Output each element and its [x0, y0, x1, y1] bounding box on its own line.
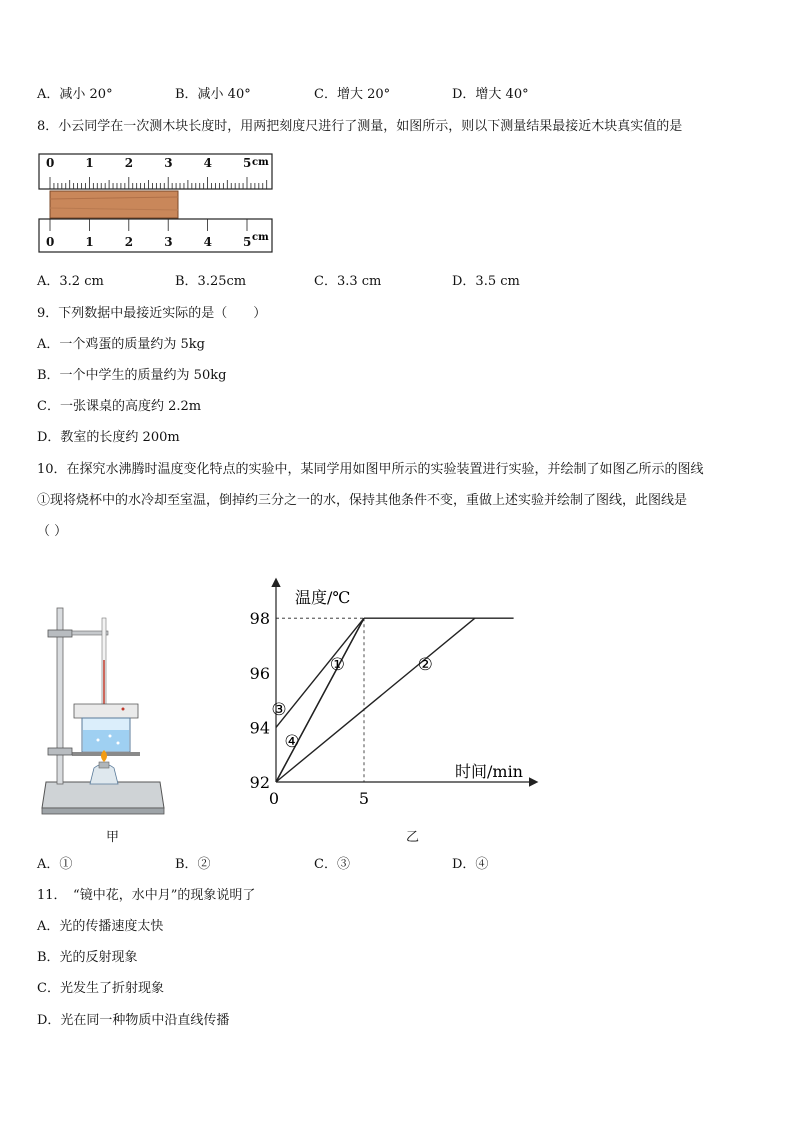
q7-option-b: B．减小 40°	[175, 87, 251, 102]
stand-base-edge	[42, 808, 164, 814]
y-axis-label: 温度/℃	[295, 588, 351, 607]
ring-clamp	[48, 748, 72, 755]
top-ruler-unit: cm	[252, 157, 269, 168]
apparatus-figure	[38, 600, 168, 820]
temperature-chart	[240, 570, 550, 820]
top-ruler-label: 1	[85, 156, 94, 170]
fig-a-caption: 甲	[106, 830, 120, 845]
q10-option-a: A．①	[37, 857, 73, 872]
stand-base	[42, 782, 164, 808]
top-clamp	[48, 630, 72, 637]
q7-options	[37, 83, 757, 101]
q7-option-d: D．增大 40°	[452, 87, 529, 102]
x-tick-label: 0	[268, 789, 280, 808]
ruler-figure	[38, 153, 276, 255]
series-label-3: ③	[271, 699, 287, 720]
top-ruler-label: 4	[203, 156, 212, 170]
q11-option-b: B．光的反射现象	[37, 950, 138, 965]
q10-option-b: B．②	[175, 857, 211, 872]
series-line-4	[276, 618, 364, 782]
bottom-ruler-label: 0	[46, 235, 55, 249]
bottom-ruler-label: 4	[203, 235, 212, 249]
bottom-ruler-label: 3	[164, 235, 173, 249]
q9-option-c: C．一张课桌的高度约 2.2m	[37, 399, 202, 414]
q7-option-c: C．增大 20°	[314, 87, 391, 102]
q10-option-d: D．④	[452, 857, 489, 872]
series-label-4: ④	[284, 732, 300, 753]
q9-option-a: A．一个鸡蛋的质量约为 5kg	[37, 337, 205, 352]
q10-option-c: C．③	[314, 857, 350, 872]
q8-option-b: B．3.25cm	[175, 274, 247, 289]
wood-block	[50, 191, 178, 218]
top-ruler-label: 0	[46, 156, 55, 170]
series-line-2	[276, 618, 475, 782]
top-ruler-label: 3	[164, 156, 173, 170]
x-axis-label: 时间/min	[455, 762, 523, 781]
beaker-water	[83, 730, 129, 751]
q10-stem-line1: 10．在探究水沸腾时温度变化特点的实验中，某同学用如图甲所示的实验装置进行实验，并绘制了如图乙所示的图线	[37, 462, 704, 477]
lamp-cap	[99, 762, 109, 768]
top-ruler-label: 2	[124, 156, 134, 170]
top-ruler-label: 5	[243, 156, 252, 170]
bottom-ruler	[39, 219, 272, 252]
y-tick-label: 98	[249, 609, 270, 629]
bottom-ruler-unit: cm	[252, 232, 269, 243]
q11-stem: 11． “镜中花，水中月”的现象说明了	[37, 888, 256, 903]
fig-b-caption: 乙	[406, 830, 420, 845]
cardboard-lid	[74, 704, 138, 718]
q8-stem: 8．小云同学在一次测木块长度时，用两把刻度尺进行了测量，如图所示，则以下测量结果最接近木块真实值的是	[37, 119, 683, 134]
bubble	[97, 739, 100, 742]
bubble	[109, 735, 112, 738]
q7-option-a: A．减小 20°	[37, 87, 113, 102]
lid-hole	[122, 708, 125, 711]
q9-option-d: D．教室的长度约 200m	[37, 430, 180, 445]
x-tick-label: 5	[358, 789, 370, 808]
y-tick-label: 96	[249, 663, 270, 683]
series-label-1: ①	[329, 655, 345, 676]
q10-options	[37, 853, 757, 871]
q9-stem: 9．下列数据中最接近实际的是（ ）	[37, 306, 267, 321]
q8-options	[37, 270, 757, 288]
q8-option-d: D．3.5 cm	[452, 274, 520, 289]
y-tick-label: 94	[249, 718, 270, 738]
q9-option-b: B．一个中学生的质量约为 50kg	[37, 368, 227, 383]
y-tick-label: 92	[249, 773, 270, 792]
bottom-ruler-label: 2	[124, 235, 134, 249]
q11-option-c: C．光发生了折射现象	[37, 981, 164, 996]
q11-option-d: D．光在同一种物质中沿直线传播	[37, 1013, 230, 1028]
q8-option-a: A．3.2 cm	[37, 274, 104, 289]
bottom-ruler-label: 5	[243, 235, 252, 249]
bubble	[117, 742, 120, 745]
q10-stem-line2: ①现将烧杯中的水冷却至室温，倒掉约三分之一的水，保持其他条件不变，重做上述实验并绘制了图线，此图线是	[37, 493, 688, 508]
q8-option-c: C．3.3 cm	[314, 274, 382, 289]
bottom-ruler-label: 1	[85, 235, 94, 249]
series-label-2: ②	[417, 655, 433, 676]
series-line-3	[276, 618, 364, 727]
q10-stem-line3: （ ）	[37, 524, 68, 539]
q11-option-a: A．光的传播速度太快	[37, 919, 164, 934]
